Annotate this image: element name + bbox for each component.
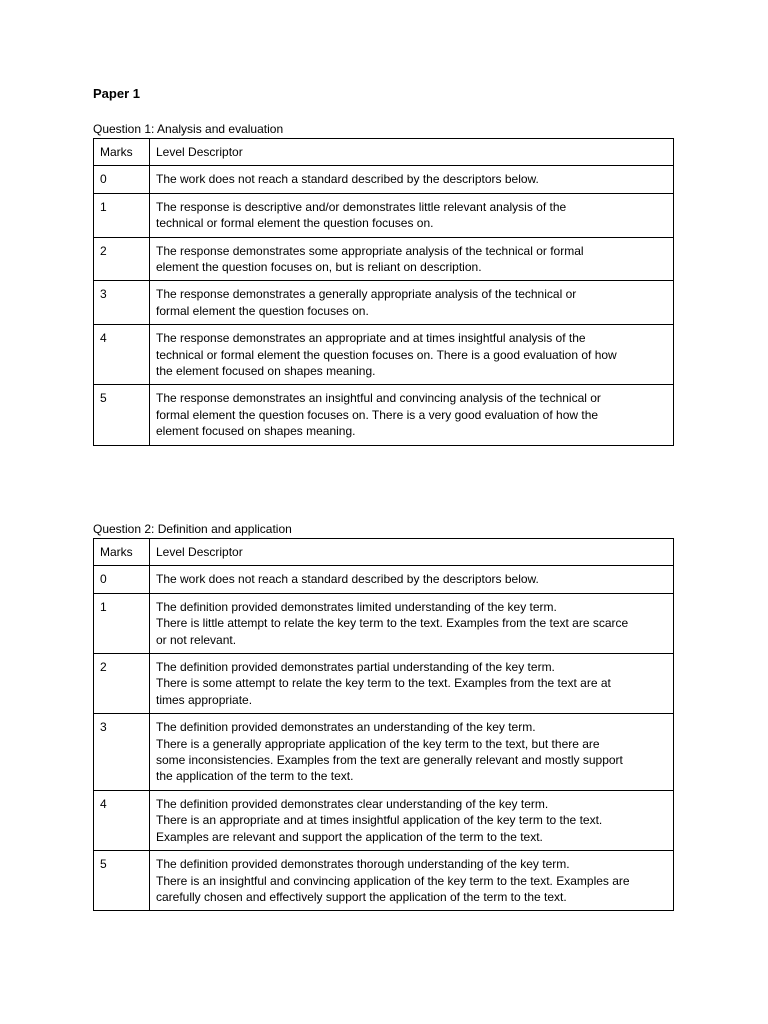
descriptor-line: technical or formal element the question focuses on.: [156, 216, 434, 231]
mark-value: 3: [94, 281, 150, 325]
page-title: Paper 1: [93, 86, 140, 101]
descriptor-line: or not relevant.: [156, 632, 237, 647]
question-1-section: [93, 122, 673, 446]
descriptor-line: The definition provided demonstrates thorough understanding of the key term.: [156, 857, 570, 872]
level-descriptor: [150, 166, 674, 193]
descriptor-line: The response demonstrates a generally appropriate analysis of the technical or: [156, 287, 577, 302]
descriptor-line: The definition provided demonstrates an understanding of the key term.: [156, 720, 536, 735]
level-descriptor: [150, 790, 674, 850]
descriptor-line: The response is descriptive and/or demonstrates little relevant analysis of the: [156, 199, 567, 214]
table-header-row: [94, 139, 674, 166]
descriptor-line: The response demonstrates some appropriate analysis of the technical or formal: [156, 243, 584, 258]
descriptor-line: Examples are relevant and support the application of the term to the text.: [156, 829, 543, 844]
table-row: [94, 566, 674, 593]
table-row: [94, 790, 674, 850]
descriptor-line: There is some attempt to relate the key term to the text. Examples from the text are at: [156, 676, 611, 691]
level-descriptor: [150, 593, 674, 653]
descriptor-line: times appropriate.: [156, 692, 253, 707]
table-row: [94, 654, 674, 714]
table-row: [94, 851, 674, 911]
level-descriptor: [150, 193, 674, 237]
descriptor-line: There is an appropriate and at times insightful application of the key term to the text.: [156, 813, 603, 828]
table-row: [94, 714, 674, 791]
table-row: [94, 385, 674, 445]
descriptor-line: There is an insightful and convincing application of the key term to the text. Examples are: [156, 873, 630, 888]
descriptor-line: There is a generally appropriate application of the key term to the text, but there are: [156, 736, 600, 751]
descriptor-line: The response demonstrates an insightful and convincing analysis of the technical or: [156, 391, 601, 406]
mark-value: 4: [94, 790, 150, 850]
descriptor-line: The definition provided demonstrates partial understanding of the key term.: [156, 660, 555, 675]
question-1-caption: Question 1: Analysis and evaluation: [93, 122, 284, 136]
question-2-caption: Question 2: Definition and application: [93, 522, 292, 536]
level-descriptor: [150, 566, 674, 593]
mark-value: 3: [94, 714, 150, 791]
mark-value: 0: [94, 566, 150, 593]
level-descriptor: [150, 654, 674, 714]
descriptor-line: element the question focuses on, but is reliant on description.: [156, 260, 482, 275]
mark-value: 1: [94, 193, 150, 237]
mark-value: 2: [94, 654, 150, 714]
marks-header: Marks: [94, 539, 150, 566]
table-row: [94, 325, 674, 385]
mark-value: 0: [94, 166, 150, 193]
level-descriptor-header: Level Descriptor: [150, 139, 674, 166]
mark-value: 2: [94, 237, 150, 281]
descriptor-line: The definition provided demonstrates limited understanding of the key term.: [156, 599, 557, 614]
table-row: [94, 237, 674, 281]
descriptor-line: technical or formal element the question focuses on. There is a good evaluation of how: [156, 347, 617, 362]
mark-value: 5: [94, 851, 150, 911]
marks-header: Marks: [94, 139, 150, 166]
descriptor-line: the application of the term to the text.: [156, 769, 354, 784]
mark-value: 4: [94, 325, 150, 385]
level-descriptor: [150, 851, 674, 911]
question-1-table: [93, 138, 674, 446]
descriptor-line: carefully chosen and effectively support the application of the term to the text.: [156, 889, 567, 904]
table-row: [94, 166, 674, 193]
level-descriptor-header: Level Descriptor: [150, 539, 674, 566]
descriptor-line: The response demonstrates an appropriate and at times insightful analysis of the: [156, 331, 586, 346]
question-2-table: [93, 538, 674, 911]
level-descriptor: [150, 714, 674, 791]
level-descriptor: [150, 281, 674, 325]
descriptor-line: some inconsistencies. Examples from the text are generally relevant and mostly support: [156, 753, 623, 768]
descriptor-line: formal element the question focuses on.: [156, 303, 369, 318]
descriptor-line: element focused on shapes meaning.: [156, 424, 356, 439]
question-2-section: [93, 522, 673, 911]
table-header-row: [94, 539, 674, 566]
mark-value: 1: [94, 593, 150, 653]
table-row: [94, 281, 674, 325]
descriptor-line: formal element the question focuses on. There is a very good evaluation of how the: [156, 407, 599, 422]
descriptor-line: There is little attempt to relate the key term to the text. Examples from the text are scarce: [156, 616, 629, 631]
descriptor-line: the element focused on shapes meaning.: [156, 364, 376, 379]
descriptor-line: The work does not reach a standard described by the descriptors below.: [156, 572, 539, 587]
descriptor-line: The work does not reach a standard described by the descriptors below.: [156, 172, 539, 187]
mark-value: 5: [94, 385, 150, 445]
table-row: [94, 193, 674, 237]
level-descriptor: [150, 385, 674, 445]
level-descriptor: [150, 237, 674, 281]
table-row: [94, 593, 674, 653]
descriptor-line: The definition provided demonstrates clear understanding of the key term.: [156, 796, 549, 811]
level-descriptor: [150, 325, 674, 385]
